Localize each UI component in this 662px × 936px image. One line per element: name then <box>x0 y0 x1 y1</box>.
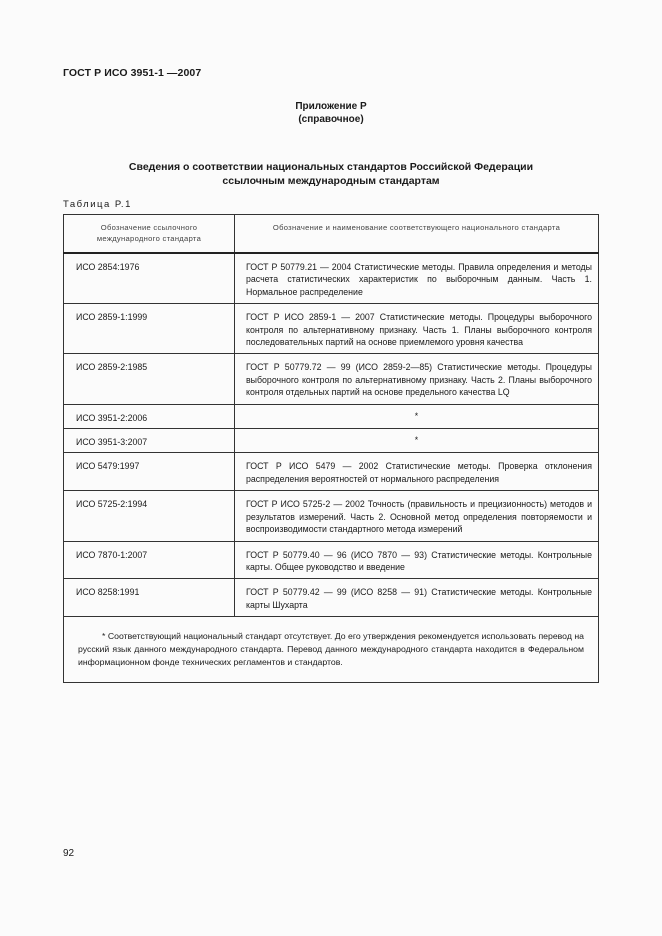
iso-code-cell: ИСО 5479:1997 <box>64 453 235 491</box>
column-header-national: Обозначение и наименование соответствующего национального стандарта <box>235 215 599 254</box>
section-title <box>0 160 662 188</box>
table-footnote: * Соответствующий национальный стандарт отсутствует. До его утверждения рекомендуется использовать перевод на русский язык данного международного стандарта. Перевод данного международного стандарта находится в Федеральном информационном фонде технических регламентов и стандартов. <box>64 617 599 683</box>
standards-table <box>63 214 599 683</box>
table-row <box>64 253 599 304</box>
table-row <box>64 429 599 453</box>
section-title-line-2: ссылочным международным стандартам <box>222 175 440 187</box>
table-caption: Таблица Р.1 <box>63 199 132 210</box>
section-title-line-1: Сведения о соответствии национальных стандартов Российской Федерации <box>128 161 534 173</box>
iso-code-cell: ИСО 7870-1:2007 <box>64 541 235 579</box>
table-row <box>64 579 599 617</box>
iso-code-cell: ИСО 2859-1:1999 <box>64 304 235 354</box>
appendix-subtitle: (справочное) <box>298 114 364 125</box>
iso-code-cell: ИСО 8258:1991 <box>64 579 235 617</box>
iso-code-cell: ИСО 2854:1976 <box>64 253 235 304</box>
appendix-heading <box>0 100 662 126</box>
table-row <box>64 304 599 354</box>
national-standard-cell: ГОСТ Р ИСО 5479 — 2002 Статистические методы. Проверка отклонения распределения вероятностей от нормального распределения <box>235 453 599 491</box>
table-row <box>64 491 599 541</box>
table-row <box>64 453 599 491</box>
table-header-row <box>64 215 599 254</box>
appendix-title: Приложение Р <box>295 101 367 112</box>
iso-code-cell: ИСО 3951-3:2007 <box>64 429 235 453</box>
iso-code-cell: ИСО 2859-2:1985 <box>64 354 235 404</box>
iso-code-cell: ИСО 3951-2:2006 <box>64 404 235 428</box>
national-standard-cell: * <box>235 404 599 428</box>
document-code: ГОСТ Р ИСО 3951-1 —2007 <box>63 67 202 79</box>
table-row <box>64 404 599 428</box>
national-standard-cell: ГОСТ Р ИСО 2859-1 — 2007 Статистические методы. Процедуры выборочного контроля по альтернативному признаку. Часть 1. Планы выборочного контроля последовательных партий на основе приемлемого уровня качества <box>235 304 599 354</box>
table-row <box>64 354 599 404</box>
national-standard-cell: ГОСТ Р ИСО 5725-2 — 2002 Точность (правильность и прецизионность) методов и результатов измерений. Часть 2. Основной метод определения повторяемости и воспроизводимости стандартного метода измерений <box>235 491 599 541</box>
iso-code-cell: ИСО 5725-2:1994 <box>64 491 235 541</box>
national-standard-cell: ГОСТ Р 50779.72 — 99 (ИСО 2859-2—85) Статистические методы. Процедуры выборочного контроля по альтернативному признаку. Часть 2. Планы выборочного контроля отдельных партий на основе предельного качества LQ <box>235 354 599 404</box>
national-standard-cell: ГОСТ Р 50779.21 — 2004 Статистические методы. Правила определения и методы расчета статистических характеристик по выборочным данным. Часть 1. Нормальное распределение <box>235 253 599 304</box>
national-standard-cell: ГОСТ Р 50779.40 — 96 (ИСО 7870 — 93) Статистические методы. Контрольные карты. Общее руководство и введение <box>235 541 599 579</box>
column-header-international: Обозначение ссылочного международного стандарта <box>64 215 235 254</box>
national-standard-cell: * <box>235 429 599 453</box>
table-row <box>64 541 599 579</box>
national-standard-cell: ГОСТ Р 50779.42 — 99 (ИСО 8258 — 91) Статистические методы. Контрольные карты Шухарта <box>235 579 599 617</box>
page-number: 92 <box>63 848 75 859</box>
table-footnote-row <box>64 617 599 683</box>
